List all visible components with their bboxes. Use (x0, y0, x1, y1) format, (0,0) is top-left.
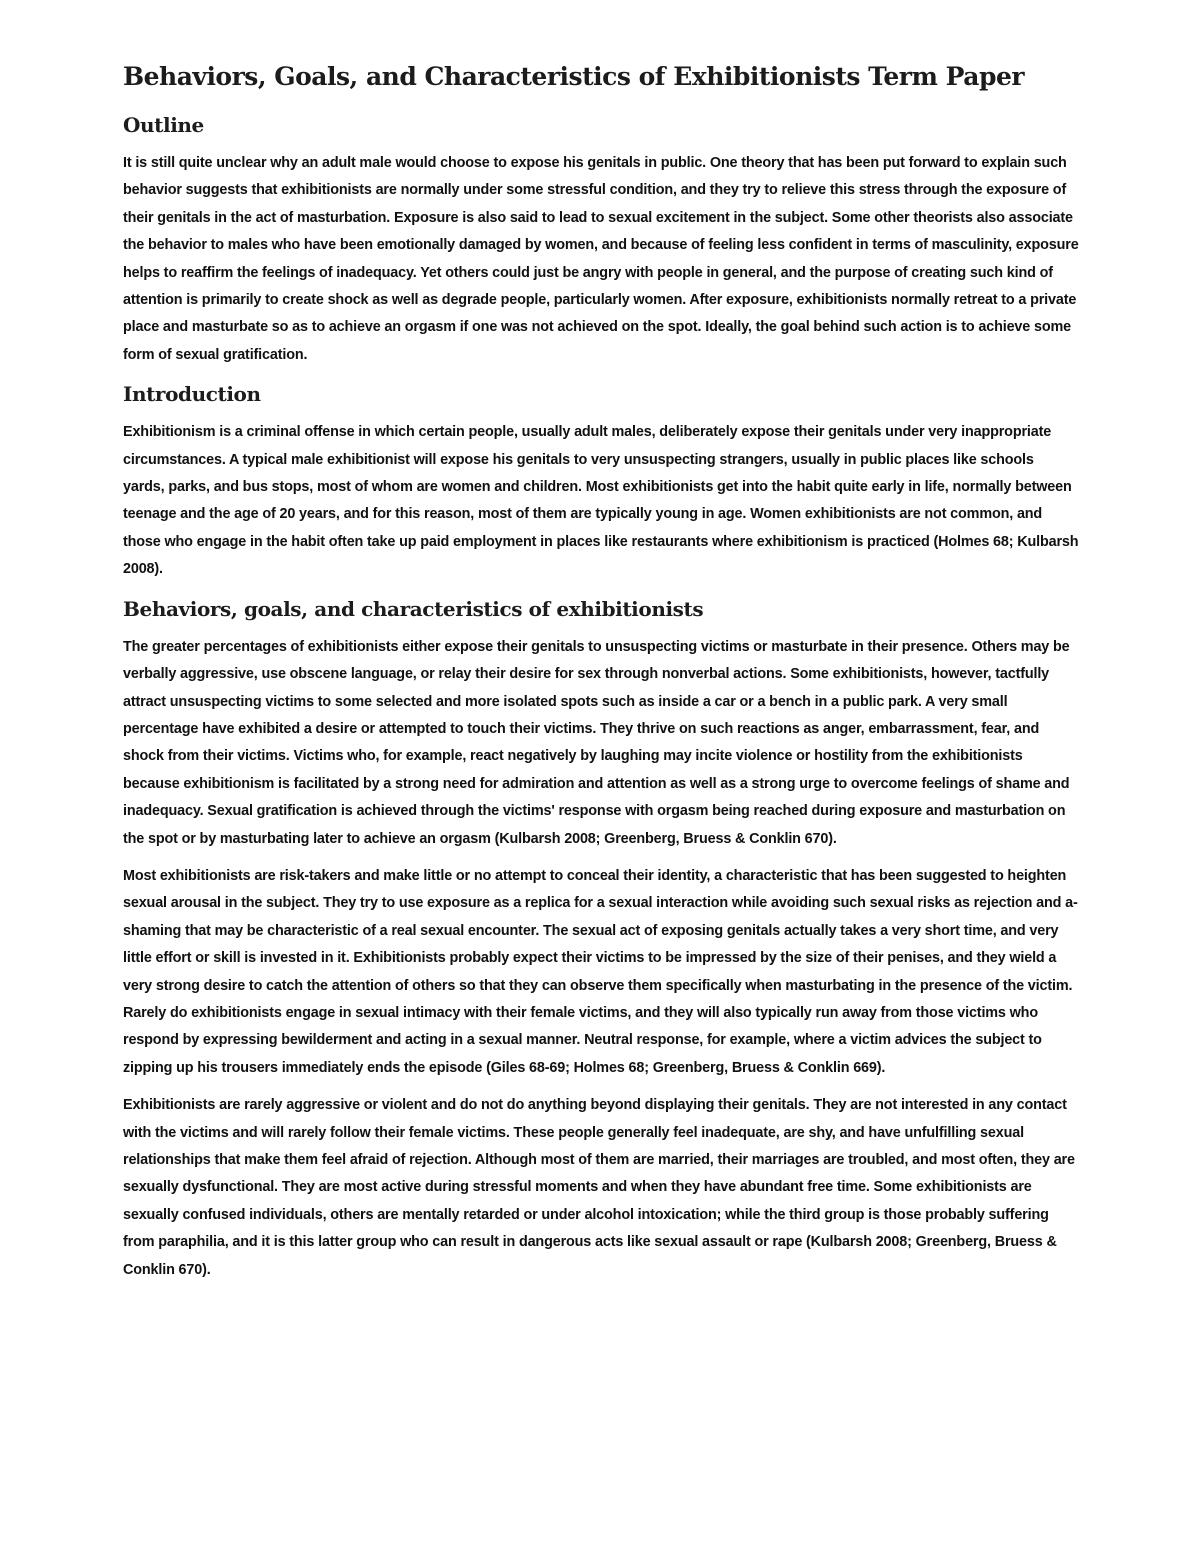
section-introduction (123, 379, 1079, 583)
section-outline (123, 110, 1079, 369)
section-heading: Introduction (123, 382, 261, 407)
paragraph: The greater percentages of exhibitionists either expose their genitals to unsuspecting victims or masturbate in their presence. Others may be verbally aggressive, use obscene language, or relay their desire for sex through nonverbal actions. Some exhibitionists, however, tactfully attract unsuspecting victims to some selected and more isolated spots such as inside a car or a bench in a public park. A very small percentage have exhibited a desire or attempted to touch their victims. They thrive on such reactions as anger, embarrassment, fear, and shock from their victims. Victims who, for example, react negatively by laughing may incite violence or hostility from the exhibitionists because exhibitionism is facilitated by a strong need for admiration and attention as well as a strong urge to overcome feelings of shame and inadequacy. Sexual gratification is achieved through the victims' response with orgasm being reached during exposure and masturbation on the spot or by masturbating later to achieve an orgasm (Kulbarsh 2008; Greenberg, Bruess & Conklin 670). (123, 638, 1070, 847)
document-title: Behaviors, Goals, and Characteristics of Exhibitionists Term Paper (123, 62, 1025, 91)
paragraph: It is still quite unclear why an adult male would choose to expose his genitals in public. One theory that has been put forward to explain such behavior suggests that exhibitionists are normally under some stressful condition, and they try to relieve this stress through the exposure of their genitals in the act of masturbation. Exposure is also said to lead to sexual excitement in the subject. Some other theorists also associate the behavior to males who have been emotionally damaged by women, and because of feeling less confident in terms of masculinity, exposure helps to reaffirm the feelings of inadequacy. Yet others could just be angry with people in general, and the purpose of creating such kind of attention is primarily to create shock as well as degrade people, particularly women. After exposure, exhibitionists normally retreat to a private place and masturbate so as to achieve an orgasm if one was not achieved on the spot. Ideally, the goal behind such action is to achieve some form of sexual gratification. (123, 155, 1079, 363)
document-page (123, 58, 1079, 1294)
section-heading: Behaviors, goals, and characteristics of exhibitionists (123, 596, 704, 621)
section-behaviors (123, 594, 1079, 1284)
section-heading: Outline (123, 113, 204, 137)
paragraph: Exhibitionism is a criminal offense in which certain people, usually adult males, deliberately expose their genitals under very inappropriate circumstances. A typical male exhibitionist will expose his genitals to very unsuspecting strangers, usually in public places like schools yards, parks, and bus stops, most of whom are women and children. Most exhibitionists get into the habit quite early in life, normally between teenage and the age of 20 years, and for this reason, most of them are typically young in age. Women exhibitionists are not common, and those who engage in the habit often take up paid employment in places like restaurants where exhibitionism is practiced (Holmes 68; Kulbarsh 2008). (123, 424, 1079, 578)
paragraph: Exhibitionists are rarely aggressive or violent and do not do anything beyond displaying their genitals. They are not interested in any contact with the victims and will rarely follow their female victims. These people generally feel inadequate, are shy, and have unfulfilling sexual relationships that make them feel afraid of rejection. Although most of them are married, their marriages are troubled, and most often, they are sexually dysfunctional. They are most active during stressful moments and when they have abundant free time. Some exhibitionists are sexually confused individuals, others are mentally retarded or under alcohol intoxication; while the third group is those probably suffering from paraphilia, and it is this latter group who can result in dangerous acts like sexual assault or rape (Kulbarsh 2008; Greenberg, Bruess & Conklin 670). (123, 1097, 1075, 1278)
paragraph: Most exhibitionists are risk-takers and make little or no attempt to conceal their identity, a characteristic that has been suggested to heighten sexual arousal in the subject. They try to use exposure as a replica for a sexual interaction while avoiding such sexual risks as rejection and a-shaming that may be characteristic of a real sexual encounter. The sexual act of exposing genitals actually takes a very short time, and very little effort or skill is invested in it. Exhibitionists probably expect their victims to be impressed by the size of their penises, and they wield a very strong desire to catch the attention of others so that they can observe them specifically when masturbating in the presence of the victim. Rarely do exhibitionists engage in sexual intimacy with their female victims, and they will also typically run away from those victims who respond by expressing bewilderment and acting in a sexual manner. Neutral response, for example, where a victim advices the subject to zipping up his trousers immediately ends the episode (Giles 68-69; Holmes 68; Greenberg, Bruess & Conklin 669). (123, 867, 1078, 1076)
